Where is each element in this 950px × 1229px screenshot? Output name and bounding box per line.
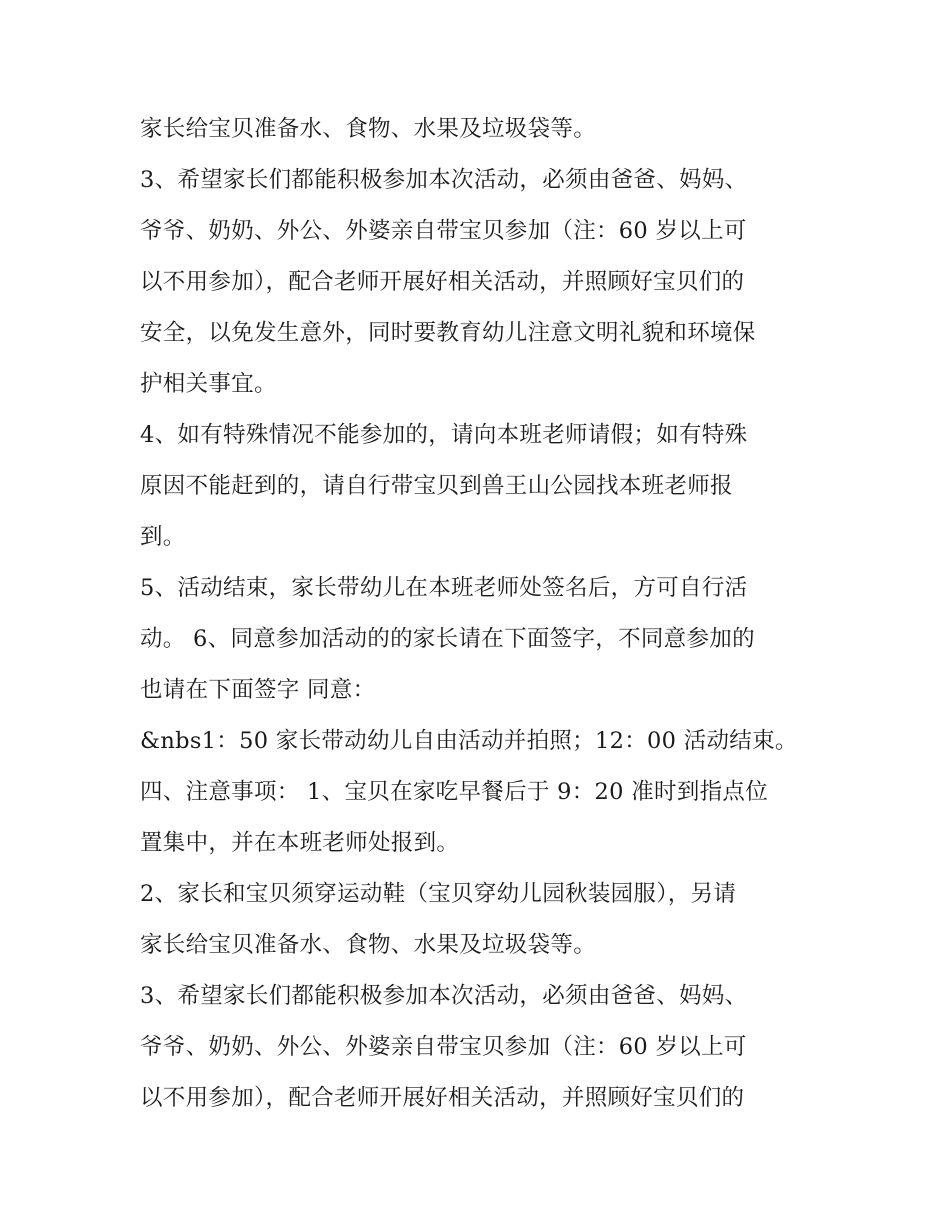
text-line: 2、家长和宝贝须穿运动鞋（宝贝穿幼儿园秋装园服），另请 [140,881,737,907]
text-line: 到。 [140,524,186,550]
text-line: 安全，以免发生意外，同时要教育幼儿注意文明礼貌和环境保 [140,320,756,346]
text-line: 家长给宝贝准备水、食物、水果及垃圾袋等。 [140,116,597,142]
text-line: 3、希望家长们都能积极参加本次活动，必须由爸爸、妈妈、 [140,167,748,193]
text-line: 家长给宝贝准备水、食物、水果及垃圾袋等。 [140,932,597,958]
text-line: 以不用参加），配合老师开展好相关活动，并照顾好宝贝们的 [140,269,745,295]
text-line: 5、活动结束，家长带幼儿在本班老师处签名后，方可自行活 [140,575,748,601]
text-line: 也请在下面签字 同意： [140,677,376,703]
text-line: 3、希望家长们都能积极参加本次活动，必须由爸爸、妈妈、 [140,983,748,1009]
text-line: 原因不能赶到的，请自行带宝贝到兽王山公园找本班老师报 [140,473,733,499]
text-line: 爷爷、奶奶、外公、外婆亲自带宝贝参加（注：60 岁以上可 [140,1034,747,1060]
text-line: 置集中，并在本班老师处报到。 [140,830,460,856]
text-line: &nbs1：50 家长带动幼儿自由活动并拍照；12：00 活动结束。 [140,728,798,754]
text-line: 护相关事宜。 [140,371,277,397]
text-line: 动。 6、同意参加活动的的家长请在下面签字，不同意参加的 [140,626,755,652]
document-body [140,104,820,1124]
text-line: 4、如有特殊情况不能参加的，请向本班老师请假；如有特殊 [140,422,748,448]
text-line: 以不用参加），配合老师开展好相关活动，并照顾好宝贝们的 [140,1085,745,1111]
text-line: 四、注意事项： 1、宝贝在家吃早餐后于 9：20 准时到指点位 [140,779,769,805]
text-line: 爷爷、奶奶、外公、外婆亲自带宝贝参加（注：60 岁以上可 [140,218,747,244]
